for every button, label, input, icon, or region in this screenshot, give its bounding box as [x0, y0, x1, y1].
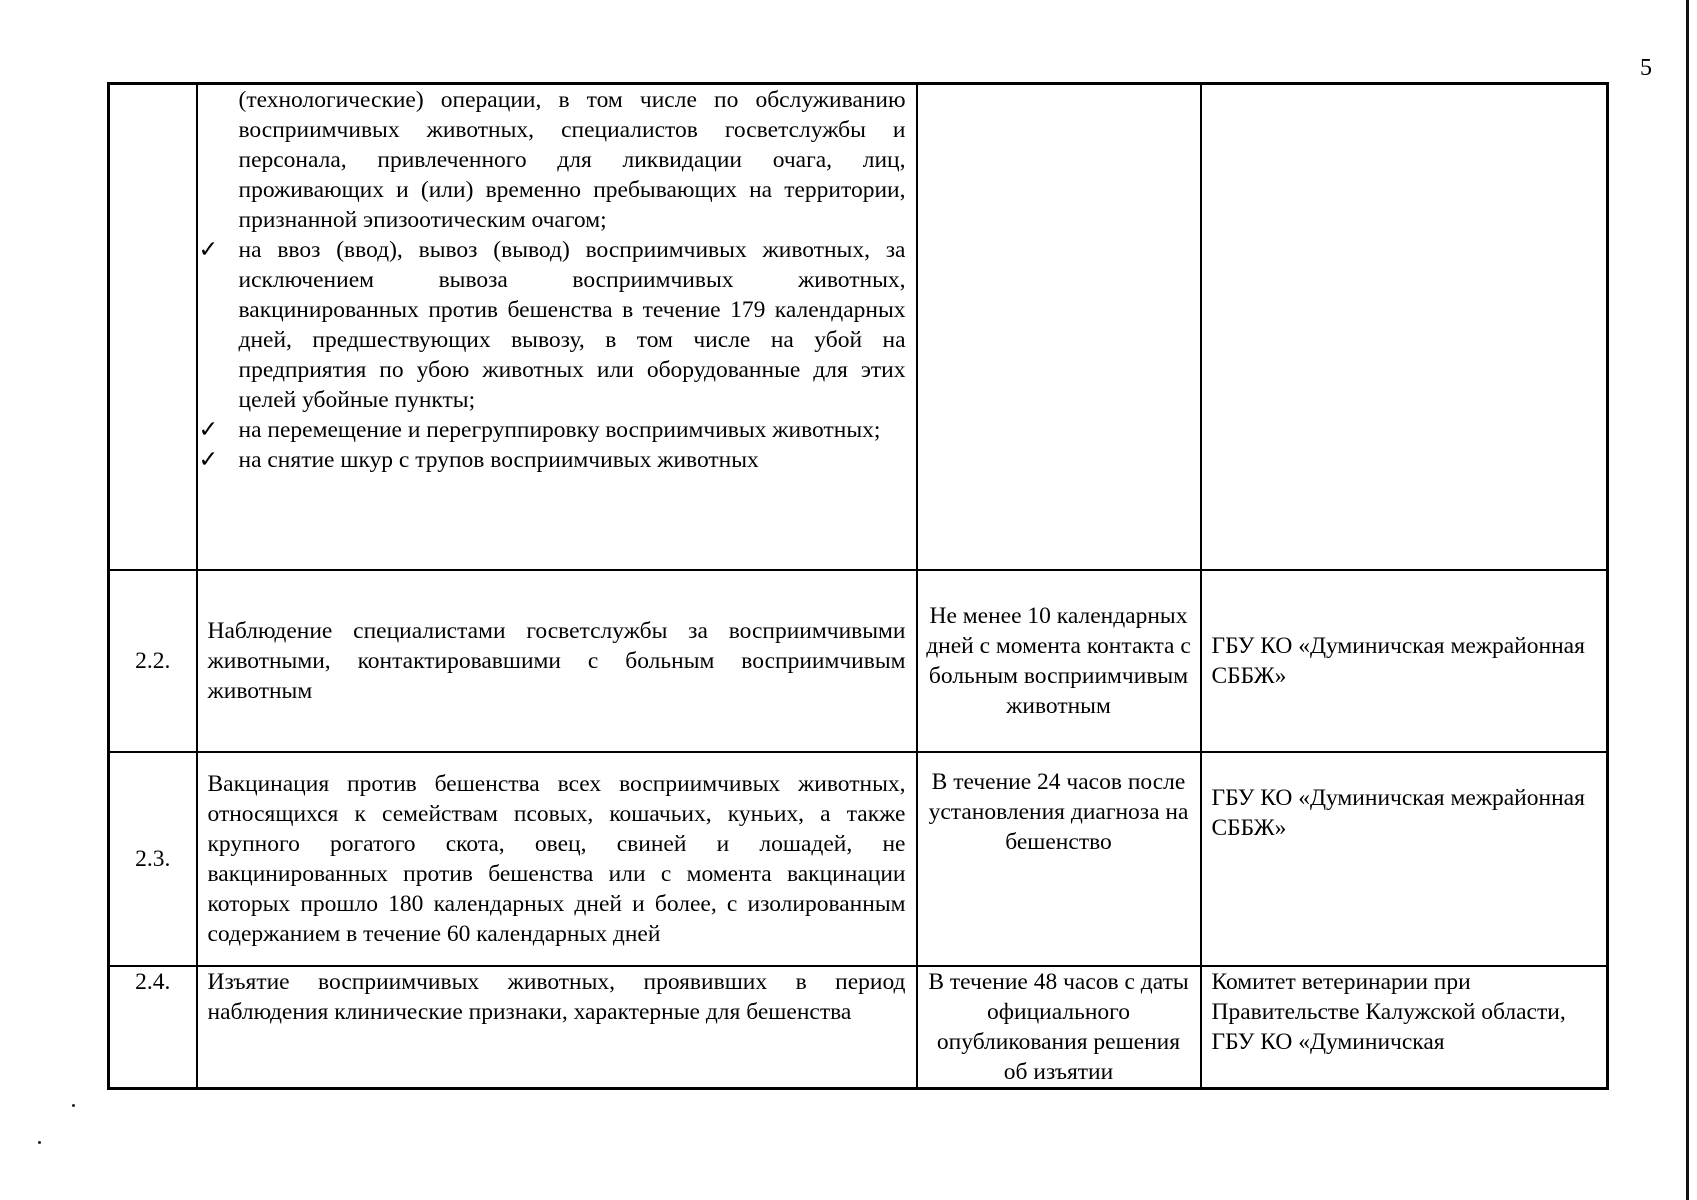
row-description-cell: Наблюдение специалистами госветслужбы за восприимчивыми животными, контактировавшими с больным восприимчивым животным [197, 570, 917, 752]
row-number-cell: 2.2. [109, 570, 197, 752]
list-item [198, 415, 906, 445]
row-responsible-cell: ГБУ КО «Думиничская межрайонная СББЖ» [1201, 752, 1608, 966]
table-row [109, 752, 1608, 966]
row-responsible-cell: ГБУ КО «Думиничская межрайонная СББЖ» [1201, 570, 1608, 752]
scan-edge-line [1686, 0, 1689, 1200]
row-responsible-cell: Комитет ветеринарии при Правительстве Калужской области, ГБУ КО «Думиничская [1201, 966, 1608, 1089]
scan-speck [38, 1141, 41, 1144]
row-term-cell [917, 84, 1201, 570]
list-item-text: на перемещение и перегруппировку восприимчивых животных; [238, 417, 881, 443]
table-row [109, 570, 1608, 752]
list-item-text: на снятие шкур с трупов восприимчивых животных [238, 447, 759, 473]
checkmark-icon: ✓ [198, 237, 219, 263]
list-item-text: на ввоз (ввод), вывоз (вывод) восприимчивых животных, за исключением вывоза восприимчивых животных, вакцинированных против бешенства в течение 179 календарных дней, предшествующих вывозу, в том числе на убой на предприятия по убою животных или оборудованные для этих целей убойные пункты; [238, 237, 906, 413]
table-row [109, 84, 1608, 570]
checkmark-icon: ✓ [198, 417, 219, 443]
row-term-cell: В течение 48 часов с даты официального опубликования решения об изъятии [917, 966, 1201, 1089]
row-description-cell [197, 84, 917, 570]
checkmark-icon: ✓ [198, 447, 219, 473]
scan-speck [72, 1104, 75, 1107]
page-number: 5 [1640, 55, 1652, 81]
row-number-cell: 2.4. [109, 966, 197, 1089]
row-number-cell: 2.3. [109, 752, 197, 966]
row-responsible-cell [1201, 84, 1608, 570]
measures-table [107, 82, 1609, 1090]
row-description-cell: Изъятие восприимчивых животных, проявивших в период наблюдения клинические признаки, характерные для бешенства [197, 966, 917, 1089]
list-item [198, 445, 906, 475]
continuation-text: (технологические) операции, в том числе по обслуживанию восприимчивых животных, специалистов госветслужбы и персонала, привлеченного для ликвидации очага, лиц, проживающих и (или) временно пребывающих на территории, признанной эпизоотическим очагом; [238, 87, 906, 233]
list-item [198, 235, 906, 415]
table-row [109, 966, 1608, 1089]
row-number-cell [109, 84, 197, 570]
row-description-cell: Вакцинация против бешенства всех восприимчивых животных, относящихся к семействам псовых, кошачьих, куньих, а также крупного рогатого скота, овец, свиней и лошадей, не вакцинированных против бешенства или с момента вакцинации которых прошло 180 календарных дней и более, с изолированным содержанием в течение 60 календарных дней [197, 752, 917, 966]
row-term-cell: Не менее 10 календарных дней с момента контакта с больным восприимчивым животным [917, 570, 1201, 752]
row-term-cell: В течение 24 часов после установления диагноза на бешенство [917, 752, 1201, 966]
